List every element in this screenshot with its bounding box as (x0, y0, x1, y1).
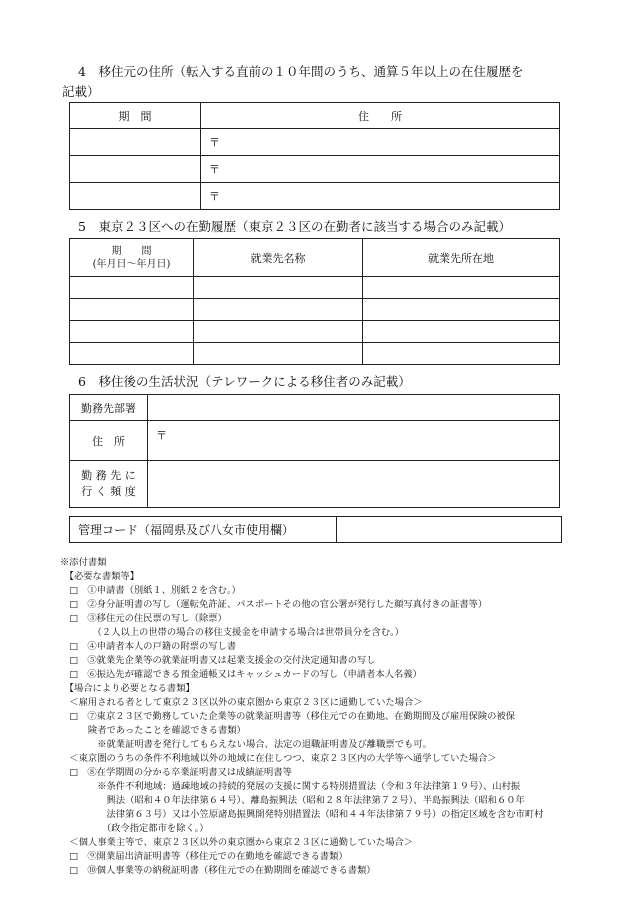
table-row (70, 343, 560, 365)
period-cell[interactable] (70, 156, 201, 183)
location-cell[interactable] (363, 299, 560, 321)
col-period-label: 期 間 (111, 245, 152, 257)
checklist-item-4[interactable]: □ ④申請者本人の戸籍の附票の写し書 (60, 641, 237, 652)
col-period-sub: (年月日～年月日) (92, 258, 171, 270)
admin-code-table (69, 516, 562, 543)
row-frequency-line1: 勤 務 先 に (81, 469, 136, 482)
postal-mark: 〒 (209, 163, 220, 176)
table-row (70, 156, 560, 183)
section6-heading: 6 移住後の生活状況（テレワークによる移住者のみ記載） (78, 374, 411, 389)
attachments-title: ※添付書類 (60, 557, 107, 568)
col-period-header (70, 239, 194, 277)
checklist-item-8-note: ※条件不利地域：過疎地域の持続的発展の支援に関する特別措置法（令和３年法律第１９号）、山村振 (60, 781, 521, 792)
checklist-item-3-note: （２人以上の世帯の場合の移住支援金を申請する場合は世帯員分を含む。） (60, 627, 404, 638)
row-frequency-label (70, 461, 148, 508)
table-row (70, 129, 560, 156)
location-cell[interactable] (363, 277, 560, 299)
employer-cell[interactable] (194, 321, 363, 343)
address-cell[interactable] (201, 129, 560, 156)
table-row (70, 277, 560, 299)
address-cell[interactable] (201, 156, 560, 183)
post-move-status-table (69, 394, 560, 508)
postal-mark: 〒 (156, 429, 167, 442)
col-location-header: 就業先所在地 (363, 239, 560, 277)
period-cell[interactable] (70, 183, 201, 210)
address-cell[interactable] (148, 421, 560, 461)
period-cell[interactable] (70, 299, 194, 321)
period-cell[interactable] (70, 277, 194, 299)
checklist-item-10[interactable]: □ ⑩個人事業等の納税証明書（移住元での在勤期間を確認できる書類） (60, 865, 376, 876)
checklist-item-7-cont: 険者であったことを確認できる書類） (60, 725, 246, 736)
checklist-item-5[interactable]: □ ⑤就業先企業等の就業証明書又は起業支援金の交付決定通知書の写し (60, 655, 376, 666)
employer-cell[interactable] (194, 299, 363, 321)
col-period-header: 期 間 (70, 103, 201, 129)
checklist-item-8-note-cont: 興法（昭和４０年法律第６４号）、離島振興法（昭和２８年法律第７２号）、半島振興法（昭和６０年 (60, 795, 525, 806)
row-address-label: 住 所 (70, 421, 148, 461)
required-docs-heading: 【必要な書類等】 (60, 571, 140, 582)
location-cell[interactable] (363, 321, 560, 343)
section4-heading-cont: 記載） (62, 84, 100, 99)
postal-mark: 〒 (209, 190, 220, 203)
conditional-docs-heading: 【場合により必要となる書類】 (60, 683, 195, 694)
section4-heading: 4 移住元の住所（転入する直前の１０年間のうち、通算５年以上の在住履歴を (78, 64, 524, 79)
department-cell[interactable] (148, 395, 560, 421)
checklist-item-7-note: ※就業証明書を発行してもらえない場合、法定の退職証明書及び離職票でも可。 (60, 739, 432, 750)
row-department-label: 勤務先部署 (70, 395, 148, 421)
col-address-header: 住 所 (201, 103, 560, 129)
tokyo-work-history-table (69, 238, 560, 365)
frequency-cell[interactable] (148, 461, 560, 508)
row-frequency-line2: 行 く 頻 度 (81, 485, 136, 498)
case-heading-self-employed: ＜個人事業主等で、東京２３区以外の東京圏から東京２３区に通勤していた場合＞ (60, 837, 414, 848)
employer-cell[interactable] (194, 343, 363, 365)
address-cell[interactable] (201, 183, 560, 210)
checklist-item-8[interactable]: □ ⑧在学期間の分かる卒業証明書又は成績証明書等 (60, 767, 292, 778)
period-cell[interactable] (70, 321, 194, 343)
case-heading-commuter: ＜雇用される者として東京２３区以外の東京圏から東京２３区に通勤していた場合＞ (60, 697, 423, 708)
col-employer-header: 就業先名称 (194, 239, 363, 277)
checklist-item-2[interactable]: □ ②身分証明書の写し（運転免許証、パスポートその他の官公署が発行した顔写真付きの証書等） (60, 599, 488, 610)
period-cell[interactable] (70, 129, 201, 156)
admin-code-label: 管理コード（福岡県及び八女市使用欄） (70, 517, 337, 543)
table-row (70, 299, 560, 321)
checklist-item-9[interactable]: □ ⑨開業届出済証明書等（移住元での在勤地を確認できる書類） (60, 851, 348, 862)
checklist-item-7[interactable]: □ ⑦東京２３区で勤務していた企業等の就業証明書等（移住元での在勤地、在勤期間及び雇用保険の被保 (60, 711, 516, 722)
checklist-item-1[interactable]: □ ①申請書（別紙１、別紙２を含む。） (60, 585, 241, 596)
table-row (70, 321, 560, 343)
period-cell[interactable] (70, 343, 194, 365)
section5-heading: 5 東京２３区への在勤履歴（東京２３区の在勤者に該当する場合のみ記載） (78, 219, 511, 234)
postal-mark: 〒 (209, 136, 220, 149)
employer-cell[interactable] (194, 277, 363, 299)
checklist-item-6[interactable]: □ ⑥振込先が確認できる預金通帳又はキャッシュカードの写し（申請者本人名義） (60, 669, 422, 680)
location-cell[interactable] (363, 343, 560, 365)
case-heading-student: ＜東京圏のうちの条件不利地域以外の地域に在住しつつ、東京２３区内の大学等へ通学していた場合＞ (60, 753, 497, 764)
checklist-item-8-note-cont: 法律第６３号）又は小笠原諸島振興開発特別措置法（昭和４４年法律第７９号）の指定区域を含む市町村 (60, 809, 544, 820)
checklist-item-8-note-cont: （政令指定都市を除く。） (60, 823, 209, 834)
residence-history-table (69, 102, 560, 210)
admin-code-cell[interactable] (337, 517, 562, 543)
table-row (70, 183, 560, 210)
checklist-item-3[interactable]: □ ③移住元の住民票の写し（除票） (60, 613, 227, 624)
